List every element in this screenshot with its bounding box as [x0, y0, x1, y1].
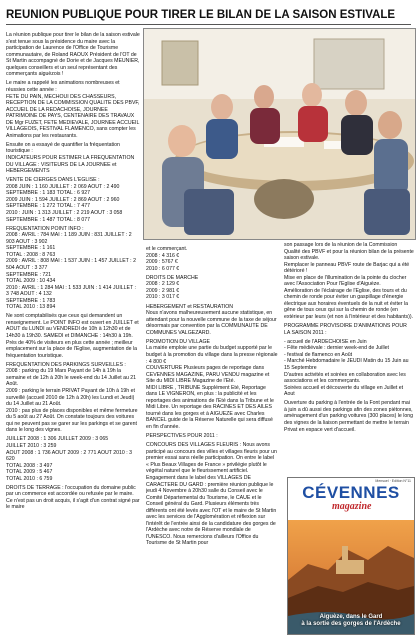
magazine-cover — [287, 477, 415, 635]
paragraph: Ouverture du parking à l'entrée de la Font pendant mai à juin a dû aussi des parkings afin des zones piétonnes, aménagement d'un parking voitures (300 places) le long des vignes de la liaison permettant de mettre le terrain Privat en espace vert d'accueil. — [284, 400, 414, 433]
paragraph: Ensuite on a essayé de quantifier la fréquentation touristique : INDICATEURS POUR ESTIMER LA FREQUENTATION DU VILLAGE : VISITEURS DE LA JOURNEE et HEBERGEMENTS — [6, 141, 135, 175]
paragraph: PROGRAMME PROVISOIRE D'ANIMATIONS POUR LA SAISON 2011 : — [284, 323, 407, 336]
paragraph: DROITS DE TERRAGE : l'occupation du domaine public par un commerce est accordée ou refusée par le maire. Ce n'est pas un droit acquis, il s'agit d'un contrat signé par le maire — [6, 484, 140, 511]
paragraph: VENTE DE CIERGES DANS L'EGLISE : 2008 JUIN : 1 160 JUILLET : 2 069 AOUT : 2 490 SEPTEMBRE : 1 183 TOTAL : 6 927 2009 JUIN : 1 594 JUILLET : 2 869 AOUT : 2 960 SEPTEMBRE : 1 272 TOTAL : 7 477 2010 : JUIN : 1 313 JUILLET : 2 219 AOUT : 3 058 SEPTEMBRE : 1 487 TOTAL : 8 077 — [6, 177, 123, 223]
paragraph: Le maire a rappelé les animations nombreuses et réussies cette année : FETE DU PAIN, MECHOUI DES CHASSEURS, RECEPTION DE LA COMMISSION QUALITE DES PBVF, ACCUEIL DE LA REDACHOISE, JOURNEE PATRIMOINE DE PAYS, CENTENAIRE DES TRAVAUX DE Mgr FUZET, FETE MEDIEVALE, JOURNEE ACCUEIL VILLAGEOIS, FESTIVAL FLAMENCO, sans compter les Animations par les restaurants. — [6, 80, 140, 139]
magazine-subtitle: magazine — [332, 501, 372, 512]
paragraph: DROITS DE MARCHE 2008 : 2 129 € 2009 : 2 981 € 2010 : 3 017 € — [146, 274, 199, 301]
paragraph: HEBERGEMENT et RESTAURATION Nous n'avons malheureusement aucune statistique, en attendant pour la nouvelle commune de la taxe de séjour désormais par convention par la COMMUNAUTE DE COMMUNES VALGEZARD. — [146, 303, 277, 336]
paragraph: FREQUENTATION DES PARKINGS SURVEILLES : 2008 : parking du 19 Mars Payant de 14h à 19h la semaine et de 12h à 20h le week-end du 14 Juillet au 21 Août. 2009 : parking le terrain PRIVAT Payant de 10h à 19h et surveillé (accueil 2010 de 12h à 20h) les Lundi et Jeudi) du 14 Juillet au 21 Août. 2010 : pas plus de places disponibles et même fermeture du 5 août au 27 Août. On constate toujours des voitures qui ne peuvent pas se garer sur les parkings et se garent dans le long des vignes. — [6, 361, 138, 434]
headline: REUNION PUBLIQUE POUR TIRER LE BILAN DE LA SAISON ESTIVALE — [6, 6, 411, 25]
article-column-1 — [6, 32, 140, 634]
paragraph: PERSPECTIVES POUR 2011 : — [146, 433, 218, 440]
meeting-photo — [143, 28, 416, 240]
paragraph: PROMOTION DU VILLAGE La mairie emploie une partie du budget supporté par le budget à la promotion du village dans la presse régionale : 4 800 € COUVERTURE Plusieurs pages de reportage dans CEVENNES MAGAZINE, PARU VENDU magazine et Site du MIDI LIBRE Magazine de l'Eté. MIDI LIBRE , TRIBUNE Supplément Eté, Reportage dans LE VIGNERON, en plus : la publicité et les reportages des animations de l'Eté dans la Tribune et le Midi Libre. Un reportage des RACINES ET DES AILES tourné dans les gorges et à AIGUEZE avec Charles BANCEL guide de la Réserve Naturelle qui sera diffusé en fin d'année. — [146, 338, 278, 430]
paragraph: JUILLET 2008 : 1 306 JUILLET 2009 : 3 065 JUILLET 2010 : 3 259 AOUT 2008 : 1 736 AOUT 2009 : 2 771 AOUT 2010 : 3 620 TOTAL 2008 : 3 497 TOTAL 2009 : 5 467 TOTAL 2010 : 6 759 — [6, 436, 133, 482]
paragraph: et le commerçant. 2008 : 4 316 € 2009 : 5767 € 2010 : 6 077 € — [146, 246, 188, 272]
paragraph: - accueil de l'ARDECHOISE en Juin - Fête médiévale : dernier week-end de Juillet - festival de flamenco en Août - Marché Hebdomadaire le JEUDI Matin du 15 Juin au 15 Septembre D'autres activités et soirées en collaboration avec les associations et les commerçants. Soirées accueil et découverte du village en Juillet et Aout — [284, 338, 409, 398]
article-column-3 — [284, 242, 414, 470]
paragraph: La réunion publique pour tirer le bilan de la saison estivale s'est tenue sous la présidence du maire avec la participation de Laurence de l'Office de Tourisme communautaire, de Roland RAOUX Président de l'OT de St Martin accompagné de Dorie et de Jacques MEUNIER, quelques conseillers et un seul représentant des commerçants aiguèzois ! — [6, 32, 140, 78]
paragraph: son passage lors de la réunion de la Commission Qualité des PBVF et pour la réunion bilan de la présente saison estivale. Remplacer le panneau PBVF route de Barjac qui a été détérioré ! Mise en place de l'illumination de la pointe du clocher avec l'Association Pour l'Eglise d'Aiguèze. Amélioration de l'éclairage de l'Eglise, des tours et du chemin de ronde pour éviter un gaspillage d'énergie électrique aux horaires éventuels de la nuit et éviter la gêne de tous ceux qui sur la chemin de ronde (en extérieur par leurs (et non à l'intérieur et des habitants)). — [284, 242, 414, 321]
paragraph: Ne sont comptabilisés que ceux qui demandent un renseignement. Le POINT INFO est ouvert en JUILLET et AOUT du LUNDI au VENDREDI de 10h à 12h30 et de 14h30 à 19h30. SAMEDI et DIMANCHE : 14h30 à 19h. Près de 40% de visiteurs en plus cette année ; meilleur emplacement sur la place de l'Eglise, augmentation de la fréquentation touristique. — [6, 313, 139, 359]
paragraph: FREQUENTATION POINT INFO : 2008 : AVRIL : 784 MAI : 1 189 JUIN : 831 JUILLET : 2 903 AOUT : 3 902 SEPTEMBRE : 1 161 TOTAL : 2008 : 8 763 2009 : AVRIL : 808 MAI : 1 537 JUIN : 1 457 JUILLET : 2 504 AOUT : 3 377 SEPTEMBRE : 721 TOTAL 2009 : 10 434 2010 : AVRIL : 1 284 MAI : 1 533 JUIN : 1 414 JUILLET : 3 748 AOUT : 4 132 SEPTEMBRE : 1 783 TOTAL 2010 : 13 894 — [6, 225, 136, 311]
article-column-2 — [146, 246, 278, 634]
paragraph: CONCOURS DES VILLAGES FLEURIS : Nous avons participé au concours des villes et villages fleuris pour un premier essai sans réelle participation. On entre le label « Plus Beaux Villages de France » privilégie plutôt le végétal naturel que le fleurissement artificiel. Engagement dans le label des VILLAGES DE CARACTERE DU GARD : première réunion publique le jeudi 4 Novembre à 20h30 salle du Conseil avec le Comité Départemental du Tourisme, le CAUE et le Conseil général du Gard. Plusieurs éléments très différents ont été levés avec l'OT et le maire de St Martin avec les services de l'Agglomération et réflexion sur l'intérêt de l'entrée ainsi de la candidature des gorges de l'Ardèche avec notre de Réserve mondiale de l'UNESCO. Nous remercions d'ailleurs l'Office du Tourisme de St Martin pour — [146, 442, 277, 547]
magazine-masthead — [288, 478, 414, 520]
magazine-issue: Mensuel · Edition N°11 — [375, 479, 411, 483]
magazine-caption: Aiguèze, dans le Gard à la sortie des gorges de l'Ardèche — [301, 614, 401, 627]
magazine-title: CÉVENNES — [302, 483, 400, 502]
